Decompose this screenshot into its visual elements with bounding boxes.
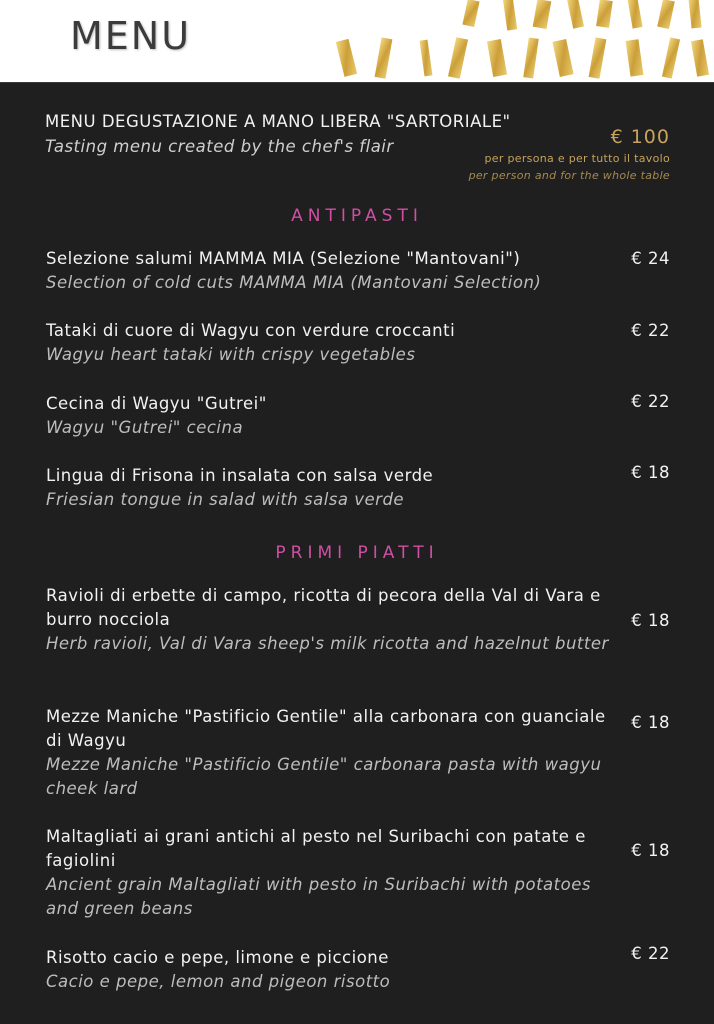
dish-name-en: Cacio e pepe, lemon and pigeon risotto xyxy=(46,972,391,991)
menu-item xyxy=(46,705,670,801)
dish-price: € 18 xyxy=(631,611,670,630)
dish-name-en: Wagyu heart tataki with crispy vegetables xyxy=(46,345,416,364)
tasting-title: MENU DEGUSTAZIONE A MANO LIBERA "SARTORIALE" xyxy=(45,112,511,131)
dish-name-it: Lingua di Frisona in insalata con salsa verde xyxy=(46,466,434,485)
menu-item xyxy=(46,825,670,921)
page-title: MENU xyxy=(70,14,192,58)
section-title-antipasti: ANTIPASTI xyxy=(291,206,423,226)
dish-name-en: Selection of cold cuts MAMMA MIA (Mantovani Selection) xyxy=(46,273,542,292)
dish-name-it: Ravioli di erbette di campo, ricotta di pecora della Val di Vara e burro nocciola xyxy=(46,586,601,629)
dish-price: € 22 xyxy=(631,321,670,340)
tasting-note-en: per person and for the whole table xyxy=(468,169,670,182)
menu-item xyxy=(46,464,670,512)
menu-item xyxy=(46,319,670,367)
dish-name-it: Risotto cacio e pepe, limone e piccione xyxy=(46,948,389,967)
dish-price: € 18 xyxy=(631,841,670,860)
tasting-subtitle: Tasting menu created by the chef's flair xyxy=(45,137,394,156)
dish-price: € 22 xyxy=(631,944,670,963)
gold-brush-decoration xyxy=(330,0,714,82)
dish-name-it: Tataki di cuore di Wagyu con verdure croccanti xyxy=(46,321,456,340)
menu-item xyxy=(46,247,670,295)
dish-name-it: Mezze Maniche "Pastificio Gentile" alla carbonara con guanciale di Wagyu xyxy=(46,707,606,750)
dish-price: € 18 xyxy=(631,713,670,732)
menu-item xyxy=(46,392,670,440)
dish-price: € 24 xyxy=(631,249,670,268)
tasting-price: € 100 xyxy=(610,126,670,148)
dish-name-it: Cecina di Wagyu "Gutrei" xyxy=(46,394,267,413)
menu-item xyxy=(46,946,670,994)
dish-name-en: Wagyu "Gutrei" cecina xyxy=(46,418,244,437)
dish-name-en: Mezze Maniche "Pastificio Gentile" carbonara pasta with wagyu cheek lard xyxy=(46,755,602,798)
dish-name-en: Herb ravioli, Val di Vara sheep's milk ricotta and hazelnut butter xyxy=(46,634,609,653)
dish-name-it: Selezione salumi MAMMA MIA (Selezione "Mantovani") xyxy=(46,249,521,268)
dish-name-en: Ancient grain Maltagliati with pesto in Suribachi with potatoes and green beans xyxy=(46,875,591,918)
dish-price: € 18 xyxy=(631,463,670,482)
menu-item xyxy=(46,584,670,656)
tasting-note-it: per persona e per tutto il tavolo xyxy=(484,152,670,165)
dish-name-en: Friesian tongue in salad with salsa verde xyxy=(46,490,405,509)
tasting-menu xyxy=(45,112,670,188)
dish-price: € 22 xyxy=(631,392,670,411)
section-title-primi: PRIMI PIATTI xyxy=(275,543,439,563)
dish-name-it: Maltagliati ai grani antichi al pesto nel Suribachi con patate e fagiolini xyxy=(46,827,586,870)
menu-header xyxy=(0,0,714,83)
